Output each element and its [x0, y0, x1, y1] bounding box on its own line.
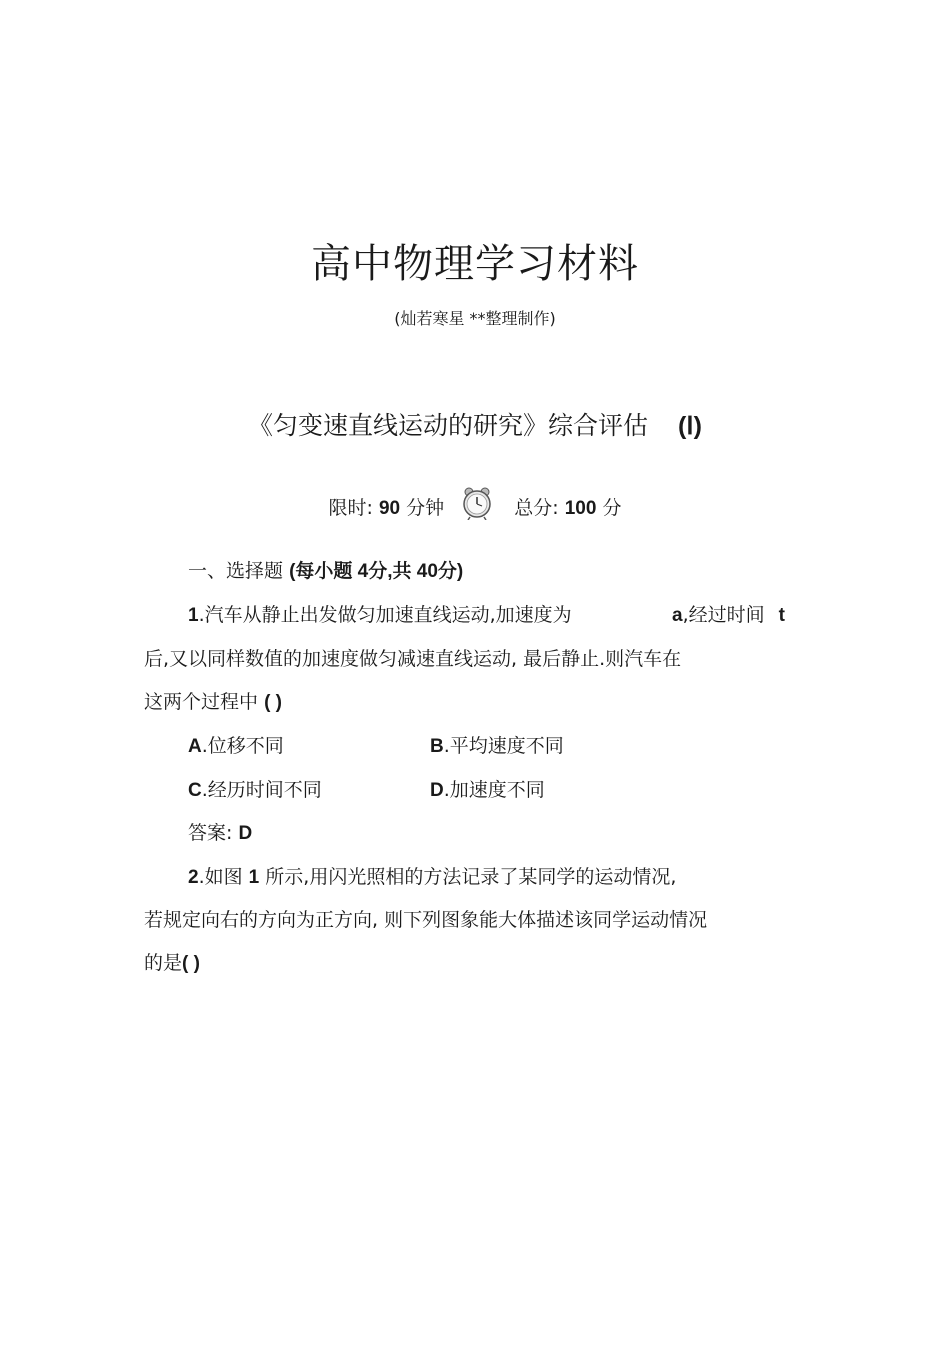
q1-option-b	[430, 731, 564, 758]
option-key: B	[430, 736, 444, 757]
score-label: 总分:	[514, 497, 559, 519]
section-heading-prefix: 一、选择题	[188, 560, 284, 582]
time-score-bar	[0, 486, 950, 536]
q2-number: 2	[188, 867, 199, 888]
credit-line: (灿若寒星 **整理制作)	[394, 309, 556, 328]
time-value: 90	[378, 498, 401, 519]
q1-text-3: 这两个过程中	[144, 691, 259, 713]
q1-var-t: t	[778, 605, 785, 626]
time-label: 限时:	[328, 497, 373, 519]
q1-line-3	[144, 687, 282, 714]
q2-text-1b: 所示,用闪光照相的方法记录了某同学的运动情况,	[265, 866, 677, 888]
q1-text-1b: ,经过时间	[682, 604, 765, 626]
score-unit: 分	[602, 497, 622, 519]
option-text: .经历时间不同	[201, 779, 322, 801]
exam-title-text: 《匀变速直线运动的研究》综合评估	[247, 411, 648, 440]
section-heading-detail: (每小题 4分,共 40分)	[289, 561, 464, 582]
q1-line-2: 后,又以同样数值的加速度做匀减速直线运动, 最后静止.则汽车在	[144, 648, 682, 670]
time-unit: 分钟	[406, 497, 445, 519]
alarm-clock-icon	[460, 486, 494, 536]
q1-answer	[188, 818, 252, 845]
section-heading	[188, 556, 463, 583]
q2-line-3	[144, 948, 200, 975]
q1-option-c	[188, 775, 322, 802]
q1-option-d	[430, 775, 545, 802]
option-text: .位移不同	[201, 735, 284, 757]
q2-text-3: 的是	[144, 952, 183, 974]
option-key: A	[188, 736, 202, 757]
q1-option-a	[188, 731, 284, 758]
q1-line-1-tail	[672, 600, 785, 627]
q1-var-a: a	[672, 605, 683, 626]
option-text: .平均速度不同	[443, 735, 564, 757]
q2-line-2: 若规定向右的方向为正方向, 则下列图象能大体描述该同学运动情况	[144, 909, 708, 931]
q2-paren: ( )	[182, 953, 200, 974]
option-text: .加速度不同	[443, 779, 545, 801]
page-title: 高中物理学习材料	[311, 241, 639, 287]
score-value: 100	[564, 498, 597, 519]
q2-figure-ref: 1	[248, 867, 260, 888]
option-key: D	[430, 780, 444, 801]
exam-title-tag: (Ⅰ)	[677, 412, 703, 440]
q2-text-1a: .如图	[198, 866, 243, 888]
q1-paren: ( )	[264, 692, 282, 713]
q1-line-1	[188, 600, 572, 627]
answer-label: 答案:	[188, 822, 233, 844]
option-key: C	[188, 780, 202, 801]
q1-text-1: .汽车从静止出发做匀加速直线运动,加速度为	[198, 604, 572, 626]
answer-value: D	[238, 823, 253, 844]
q2-line-1	[188, 862, 676, 889]
q1-number: 1	[188, 605, 199, 626]
exam-title	[0, 406, 950, 442]
